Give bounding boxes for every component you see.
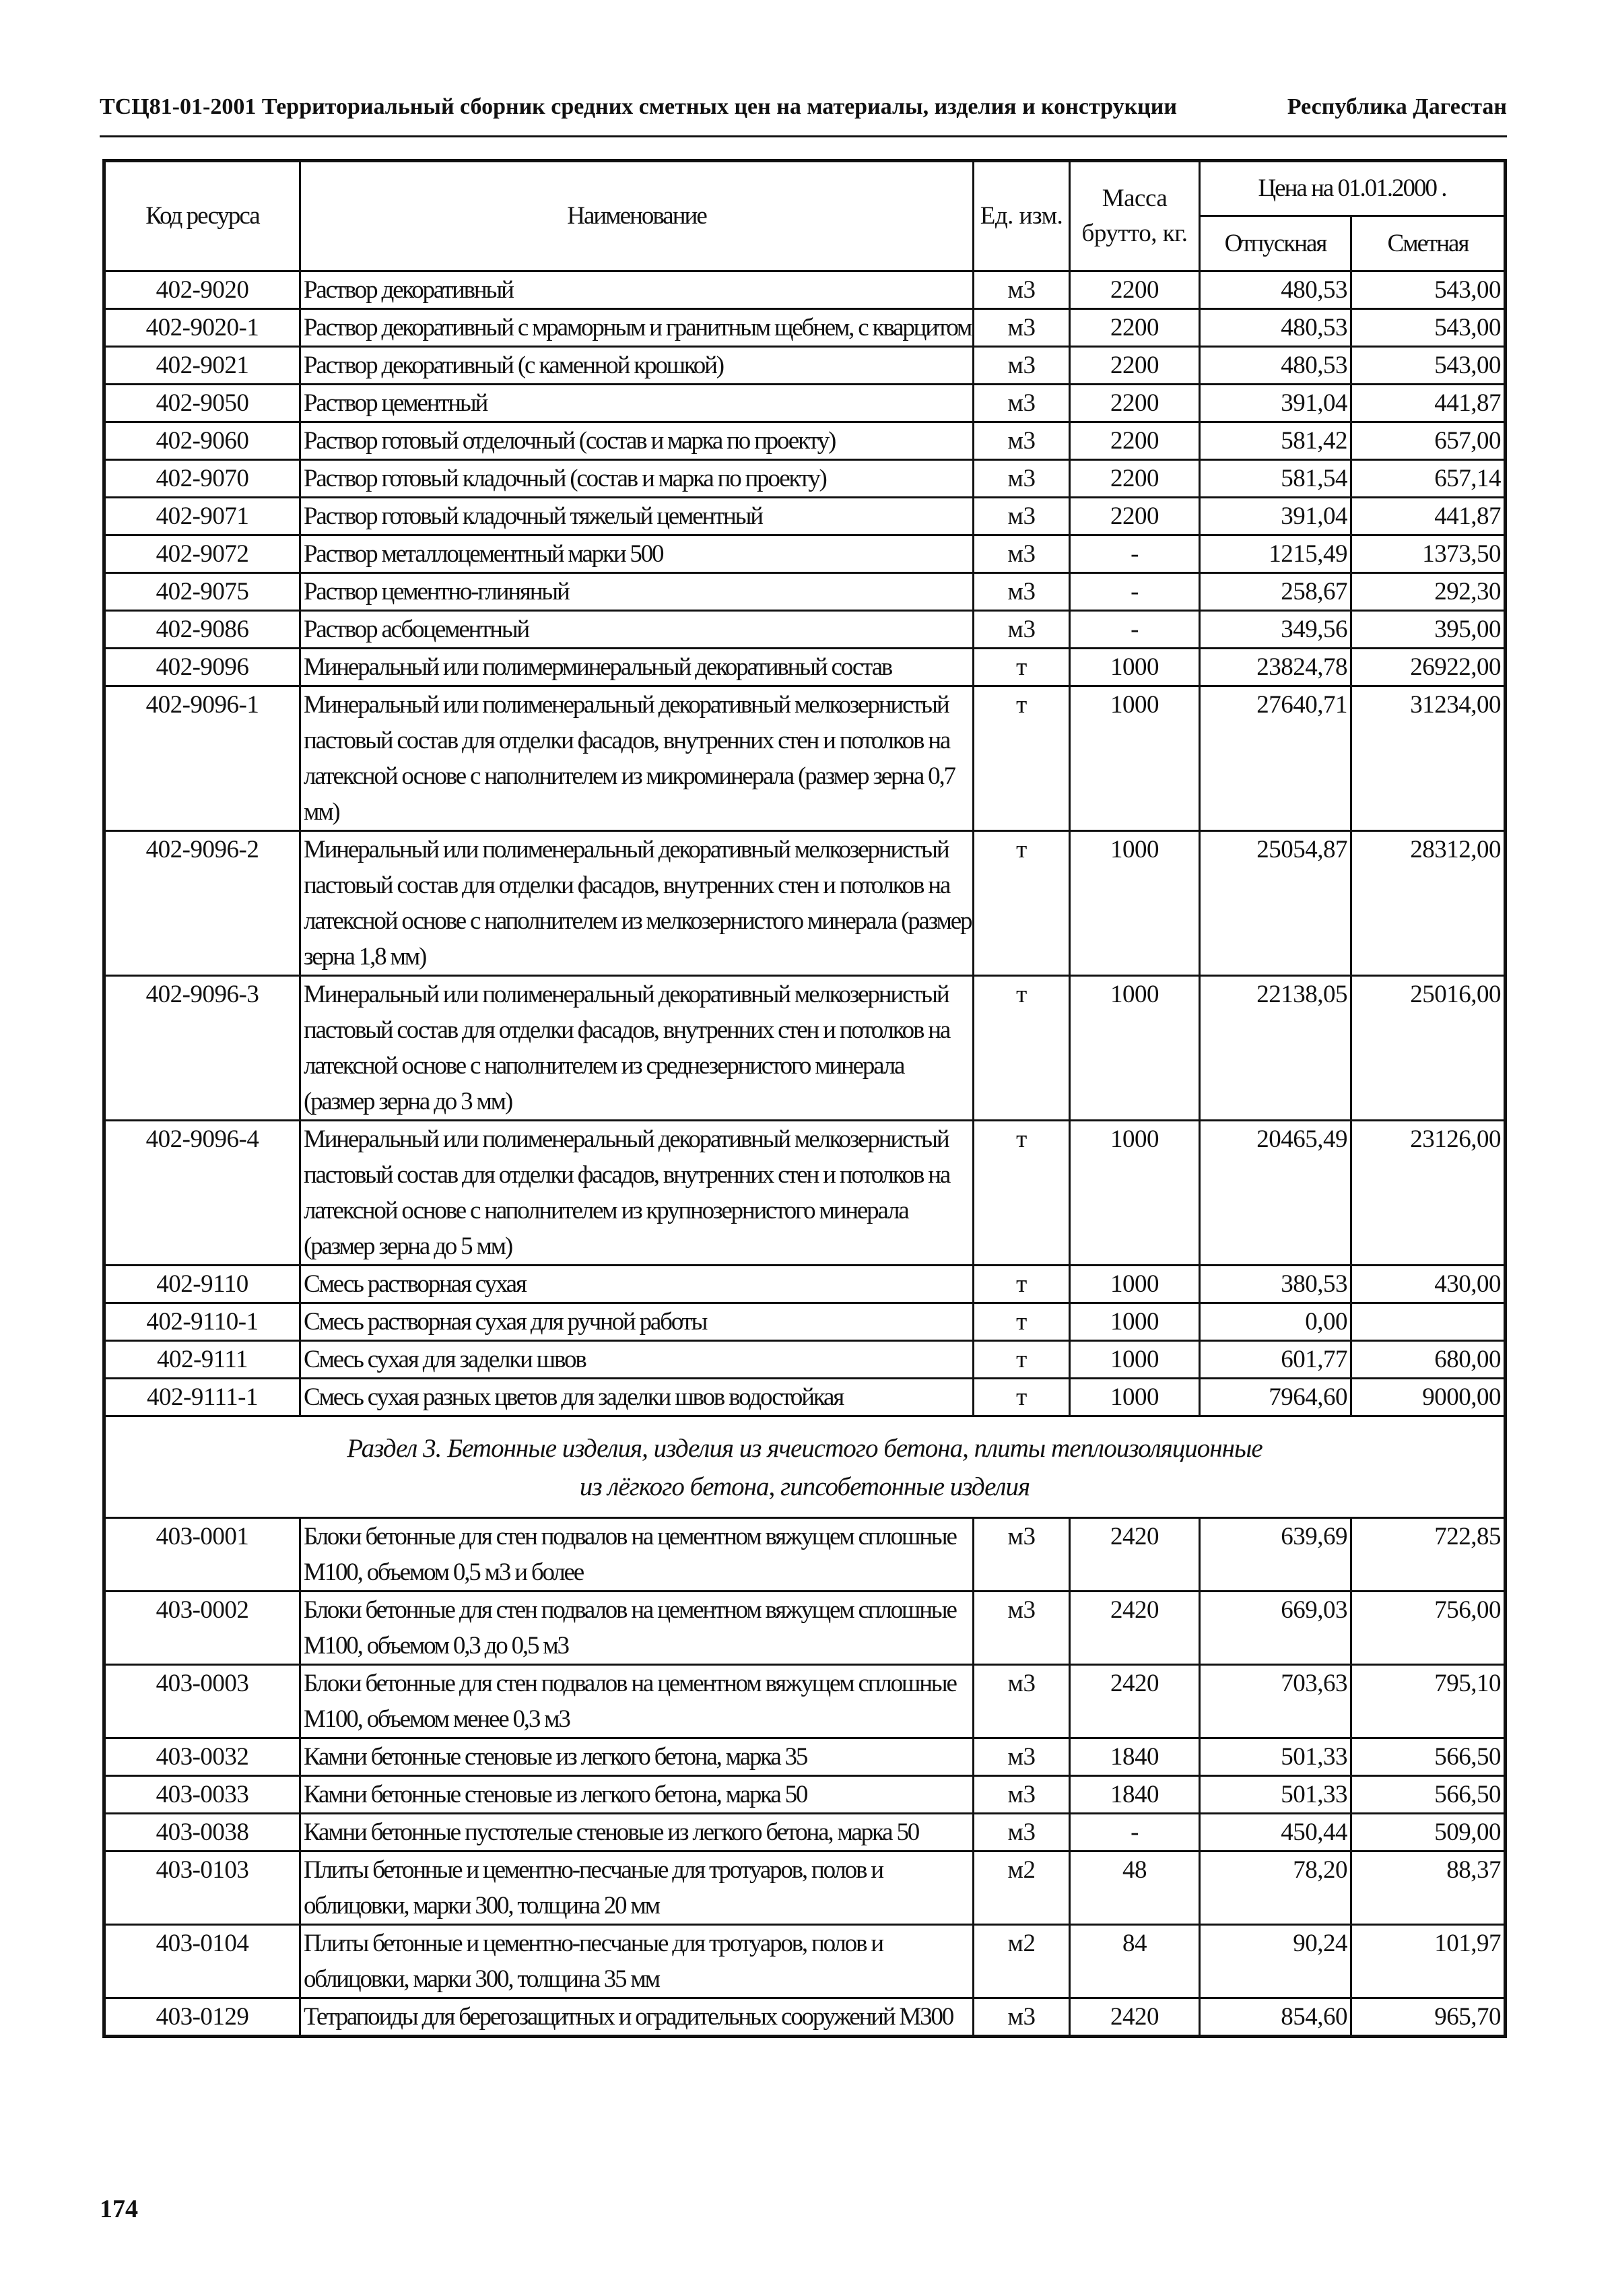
mass-cell: 1000 bbox=[1070, 686, 1200, 831]
estimate-price-cell: 26922,00 bbox=[1351, 649, 1506, 686]
release-price-cell: 480,53 bbox=[1200, 347, 1351, 385]
estimate-price-cell: 292,30 bbox=[1351, 573, 1506, 611]
unit-cell: т bbox=[974, 1121, 1070, 1266]
estimate-price-cell: 756,00 bbox=[1351, 1592, 1506, 1665]
table-row bbox=[104, 1851, 1506, 1925]
section-heading bbox=[104, 1416, 1506, 1518]
mass-cell: 1000 bbox=[1070, 831, 1200, 976]
release-price-cell: 391,04 bbox=[1200, 498, 1351, 535]
release-price-cell: 20465,49 bbox=[1200, 1121, 1351, 1266]
resource-code-cell: 403-0038 bbox=[104, 1814, 300, 1851]
unit-cell: м3 bbox=[974, 498, 1070, 535]
resource-name-cell: Раствор декоративный (с каменной крошкой) bbox=[300, 347, 974, 385]
unit-cell: м2 bbox=[974, 1851, 1070, 1925]
resource-code-cell: 402-9070 bbox=[104, 460, 300, 498]
table-row bbox=[104, 1266, 1506, 1303]
mass-cell: 1000 bbox=[1070, 649, 1200, 686]
estimate-price-cell: 88,37 bbox=[1351, 1851, 1506, 1925]
release-price-cell: 90,24 bbox=[1200, 1925, 1351, 1998]
unit-cell: т bbox=[974, 976, 1070, 1121]
resource-code-cell: 402-9096-4 bbox=[104, 1121, 300, 1266]
resource-code-cell: 402-9075 bbox=[104, 573, 300, 611]
estimate-price-cell: 657,14 bbox=[1351, 460, 1506, 498]
resource-code-cell: 402-9096 bbox=[104, 649, 300, 686]
table-row bbox=[104, 535, 1506, 573]
resource-name-cell: Раствор готовый отделочный (состав и марка по проекту) bbox=[300, 422, 974, 460]
mass-cell: 2420 bbox=[1070, 1665, 1200, 1738]
table-row bbox=[104, 831, 1506, 976]
resource-name-cell: Минеральный или полименеральный декоративный мелкозернистый пастовый состав для отделки фасадов, внутренних стен и потолков на латексной основе с наполнителем из среднезернистого минерала (размер зерна до 3 мм) bbox=[300, 976, 974, 1121]
estimate-price-cell: 25016,00 bbox=[1351, 976, 1506, 1121]
resource-code-cell: 402-9096-3 bbox=[104, 976, 300, 1121]
table-row bbox=[104, 498, 1506, 535]
mass-cell: - bbox=[1070, 573, 1200, 611]
section-block bbox=[104, 1416, 1506, 1518]
resource-name-cell: Минеральный или полимерминеральный декоративный состав bbox=[300, 649, 974, 686]
mass-cell: 1000 bbox=[1070, 1303, 1200, 1341]
resource-code-cell: 402-9060 bbox=[104, 422, 300, 460]
estimate-price-cell: 680,00 bbox=[1351, 1341, 1506, 1379]
estimate-price-cell: 566,50 bbox=[1351, 1776, 1506, 1814]
mass-cell: 1000 bbox=[1070, 1121, 1200, 1266]
estimate-price-cell: 543,00 bbox=[1351, 271, 1506, 309]
estimate-price-cell: 543,00 bbox=[1351, 309, 1506, 347]
release-price-cell: 501,33 bbox=[1200, 1738, 1351, 1776]
resource-name-cell: Смесь сухая для заделки швов bbox=[300, 1341, 974, 1379]
release-price-cell: 22138,05 bbox=[1200, 976, 1351, 1121]
table-row bbox=[104, 1925, 1506, 1998]
resource-name-cell: Смесь сухая разных цветов для заделки швов водостойкая bbox=[300, 1379, 974, 1416]
header-title: ТСЦ81-01-2001 Территориальный сборник средних сметных цен на материалы, изделия и конструкции bbox=[100, 94, 1177, 119]
resource-code-cell: 402-9086 bbox=[104, 611, 300, 649]
estimate-price-cell: 395,00 bbox=[1351, 611, 1506, 649]
page-number: 174 bbox=[100, 2195, 138, 2223]
mass-cell: - bbox=[1070, 1814, 1200, 1851]
table-row bbox=[104, 611, 1506, 649]
resource-code-cell: 403-0003 bbox=[104, 1665, 300, 1738]
mass-cell: 84 bbox=[1070, 1925, 1200, 1998]
unit-cell: м3 bbox=[974, 1998, 1070, 2037]
resource-code-cell: 402-9071 bbox=[104, 498, 300, 535]
resource-name-cell: Плиты бетонные и цементно-песчаные для тротуаров, полов и облицовки, марки 300, толщина 20 мм bbox=[300, 1851, 974, 1925]
estimate-price-cell bbox=[1351, 1303, 1506, 1341]
unit-cell: м3 bbox=[974, 1738, 1070, 1776]
resource-code-cell: 402-9111-1 bbox=[104, 1379, 300, 1416]
col-estimate-header: Сметная bbox=[1351, 216, 1506, 271]
table-row bbox=[104, 1776, 1506, 1814]
release-price-cell: 380,53 bbox=[1200, 1266, 1351, 1303]
resource-name-cell: Раствор готовый кладочный (состав и марка по проекту) bbox=[300, 460, 974, 498]
table-row bbox=[104, 1341, 1506, 1379]
release-price-cell: 501,33 bbox=[1200, 1776, 1351, 1814]
unit-cell: м2 bbox=[974, 1925, 1070, 1998]
resource-code-cell: 403-0033 bbox=[104, 1776, 300, 1814]
release-price-cell: 703,63 bbox=[1200, 1665, 1351, 1738]
release-price-cell: 391,04 bbox=[1200, 385, 1351, 422]
estimate-price-cell: 566,50 bbox=[1351, 1738, 1506, 1776]
release-price-cell: 581,42 bbox=[1200, 422, 1351, 460]
unit-cell: т bbox=[974, 649, 1070, 686]
table-row bbox=[104, 976, 1506, 1121]
mass-cell: 2420 bbox=[1070, 1998, 1200, 2037]
header-region: Республика Дагестан bbox=[1287, 94, 1507, 119]
resource-code-cell: 403-0002 bbox=[104, 1592, 300, 1665]
mass-cell: - bbox=[1070, 611, 1200, 649]
release-price-cell: 480,53 bbox=[1200, 309, 1351, 347]
release-price-cell: 854,60 bbox=[1200, 1998, 1351, 2037]
col-unit-header: Ед. изм. bbox=[974, 161, 1070, 271]
unit-cell: м3 bbox=[974, 1814, 1070, 1851]
section-line-2: из лёгкого бетона, гипсобетонные изделия bbox=[579, 1472, 1030, 1501]
estimate-price-cell: 543,00 bbox=[1351, 347, 1506, 385]
running-header bbox=[100, 94, 1507, 132]
table-row bbox=[104, 422, 1506, 460]
unit-cell: м3 bbox=[974, 573, 1070, 611]
resource-code-cell: 402-9096-2 bbox=[104, 831, 300, 976]
mass-cell: 48 bbox=[1070, 1851, 1200, 1925]
resource-code-cell: 402-9050 bbox=[104, 385, 300, 422]
release-price-cell: 349,56 bbox=[1200, 611, 1351, 649]
table-row bbox=[104, 347, 1506, 385]
unit-cell: м3 bbox=[974, 385, 1070, 422]
release-price-cell: 7964,60 bbox=[1200, 1379, 1351, 1416]
mass-cell: 2200 bbox=[1070, 347, 1200, 385]
estimate-price-cell: 23126,00 bbox=[1351, 1121, 1506, 1266]
estimate-price-cell: 965,70 bbox=[1351, 1998, 1506, 2037]
resource-code-cell: 403-0103 bbox=[104, 1851, 300, 1925]
resource-name-cell: Минеральный или полименеральный декоративный мелкозернистый пастовый состав для отделки фасадов, внутренних стен и потолков на латексной основе с наполнителем из микроминерала (размер зерна 0,7 мм) bbox=[300, 686, 974, 831]
resource-name-cell: Смесь растворная сухая bbox=[300, 1266, 974, 1303]
resource-code-cell: 402-9072 bbox=[104, 535, 300, 573]
resource-code-cell: 402-9110-1 bbox=[104, 1303, 300, 1341]
resource-name-cell: Раствор асбоцементный bbox=[300, 611, 974, 649]
resource-code-cell: 403-0032 bbox=[104, 1738, 300, 1776]
mass-cell: 1000 bbox=[1070, 1341, 1200, 1379]
mass-cell: 2420 bbox=[1070, 1518, 1200, 1592]
resource-name-cell: Раствор готовый кладочный тяжелый цементный bbox=[300, 498, 974, 535]
col-name-header: Наименование bbox=[300, 161, 974, 271]
mass-cell: 2200 bbox=[1070, 498, 1200, 535]
unit-cell: м3 bbox=[974, 1665, 1070, 1738]
col-release-header: Отпускная bbox=[1200, 216, 1351, 271]
col-price-group-header: Цена на 01.01.2000 . bbox=[1200, 161, 1506, 216]
resource-code-cell: 402-9020-1 bbox=[104, 309, 300, 347]
mass-cell: - bbox=[1070, 535, 1200, 573]
table-row bbox=[104, 686, 1506, 831]
unit-cell: т bbox=[974, 1379, 1070, 1416]
table-row bbox=[104, 1738, 1506, 1776]
unit-cell: т bbox=[974, 1266, 1070, 1303]
resource-code-cell: 403-0129 bbox=[104, 1998, 300, 2037]
mass-cell: 1840 bbox=[1070, 1738, 1200, 1776]
mass-cell: 2200 bbox=[1070, 271, 1200, 309]
resource-name-cell: Камни бетонные стеновые из легкого бетона, марка 35 bbox=[300, 1738, 974, 1776]
resource-name-cell: Раствор декоративный с мраморным и гранитным щебнем, с кварцитом bbox=[300, 309, 974, 347]
section-line-1: Раздел 3. Бетонные изделия, изделия из ячеистого бетона, плиты теплоизоляционные bbox=[347, 1434, 1262, 1463]
mass-cell: 2200 bbox=[1070, 460, 1200, 498]
estimate-price-cell: 430,00 bbox=[1351, 1266, 1506, 1303]
mass-cell: 2200 bbox=[1070, 422, 1200, 460]
unit-cell: м3 bbox=[974, 1592, 1070, 1665]
resource-name-cell: Камни бетонные пустотелые стеновые из легкого бетона, марка 50 bbox=[300, 1814, 974, 1851]
estimate-price-cell: 31234,00 bbox=[1351, 686, 1506, 831]
mass-cell: 2200 bbox=[1070, 309, 1200, 347]
resource-name-cell: Раствор цементный bbox=[300, 385, 974, 422]
resource-name-cell: Раствор металлоцементный марки 500 bbox=[300, 535, 974, 573]
unit-cell: м3 bbox=[974, 347, 1070, 385]
resource-code-cell: 402-9021 bbox=[104, 347, 300, 385]
table-row bbox=[104, 1379, 1506, 1416]
table-row bbox=[104, 1665, 1506, 1738]
estimate-price-cell: 795,10 bbox=[1351, 1665, 1506, 1738]
mass-cell: 1000 bbox=[1070, 1266, 1200, 1303]
estimate-price-cell: 441,87 bbox=[1351, 385, 1506, 422]
resource-name-cell: Плиты бетонные и цементно-песчаные для тротуаров, полов и облицовки, марки 300, толщина 35 мм bbox=[300, 1925, 974, 1998]
col-mass-header: Масса брутто, кг. bbox=[1070, 161, 1200, 271]
unit-cell: м3 bbox=[974, 535, 1070, 573]
mass-cell: 1840 bbox=[1070, 1776, 1200, 1814]
resource-name-cell: Минеральный или полименеральный декоративный мелкозернистый пастовый состав для отделки фасадов, внутренних стен и потолков на латексной основе с наполнителем из крупнозернистого минерала (размер зерна до 5 мм) bbox=[300, 1121, 974, 1266]
resource-name-cell: Смесь растворная сухая для ручной работы bbox=[300, 1303, 974, 1341]
resource-name-cell: Блоки бетонные для стен подвалов на цементном вяжущем сплошные М100, объемом 0,5 м3 и более bbox=[300, 1518, 974, 1592]
unit-cell: м3 bbox=[974, 422, 1070, 460]
unit-cell: м3 bbox=[974, 460, 1070, 498]
estimate-price-cell: 722,85 bbox=[1351, 1518, 1506, 1592]
release-price-cell: 23824,78 bbox=[1200, 649, 1351, 686]
release-price-cell: 639,69 bbox=[1200, 1518, 1351, 1592]
table-row bbox=[104, 385, 1506, 422]
release-price-cell: 258,67 bbox=[1200, 573, 1351, 611]
unit-cell: т bbox=[974, 1341, 1070, 1379]
resource-name-cell: Тетрапоиды для берегозащитных и оградительных сооружений М300 bbox=[300, 1998, 974, 2037]
unit-cell: м3 bbox=[974, 1776, 1070, 1814]
table-row bbox=[104, 460, 1506, 498]
col-code-header: Код ресурса bbox=[104, 161, 300, 271]
estimate-price-cell: 657,00 bbox=[1351, 422, 1506, 460]
table-row bbox=[104, 1998, 1506, 2037]
unit-cell: т bbox=[974, 686, 1070, 831]
release-price-cell: 669,03 bbox=[1200, 1592, 1351, 1665]
mass-cell: 2200 bbox=[1070, 385, 1200, 422]
table-row bbox=[104, 1303, 1506, 1341]
resource-code-cell: 402-9111 bbox=[104, 1341, 300, 1379]
estimate-price-cell: 9000,00 bbox=[1351, 1379, 1506, 1416]
resource-code-cell: 402-9110 bbox=[104, 1266, 300, 1303]
table-body-materials bbox=[104, 271, 1506, 1416]
estimate-price-cell: 1373,50 bbox=[1351, 535, 1506, 573]
table-row bbox=[104, 271, 1506, 309]
resource-name-cell: Камни бетонные стеновые из легкого бетона, марка 50 bbox=[300, 1776, 974, 1814]
resource-code-cell: 402-9096-1 bbox=[104, 686, 300, 831]
release-price-cell: 480,53 bbox=[1200, 271, 1351, 309]
unit-cell: м3 bbox=[974, 309, 1070, 347]
section-row bbox=[104, 1416, 1506, 1518]
price-table bbox=[102, 159, 1507, 2038]
mass-cell: 2420 bbox=[1070, 1592, 1200, 1665]
table-body-concrete bbox=[104, 1518, 1506, 2037]
resource-code-cell: 403-0001 bbox=[104, 1518, 300, 1592]
unit-cell: т bbox=[974, 831, 1070, 976]
release-price-cell: 601,77 bbox=[1200, 1341, 1351, 1379]
resource-code-cell: 402-9020 bbox=[104, 271, 300, 309]
resource-code-cell: 403-0104 bbox=[104, 1925, 300, 1998]
table-header bbox=[104, 161, 1506, 271]
estimate-price-cell: 509,00 bbox=[1351, 1814, 1506, 1851]
resource-name-cell: Блоки бетонные для стен подвалов на цементном вяжущем сплошные М100, объемом 0,3 до 0,5 м3 bbox=[300, 1592, 974, 1665]
release-price-cell: 27640,71 bbox=[1200, 686, 1351, 831]
unit-cell: м3 bbox=[974, 1518, 1070, 1592]
mass-cell: 1000 bbox=[1070, 976, 1200, 1121]
table-row bbox=[104, 309, 1506, 347]
estimate-price-cell: 101,97 bbox=[1351, 1925, 1506, 1998]
table-row bbox=[104, 573, 1506, 611]
resource-name-cell: Минеральный или полименеральный декоративный мелкозернистый пастовый состав для отделки фасадов, внутренних стен и потолков на латексной основе с наполнителем из мелкозернистого минерала (размер зерна 1,8 мм) bbox=[300, 831, 974, 976]
release-price-cell: 0,00 bbox=[1200, 1303, 1351, 1341]
release-price-cell: 581,54 bbox=[1200, 460, 1351, 498]
mass-cell: 1000 bbox=[1070, 1379, 1200, 1416]
table-row bbox=[104, 1592, 1506, 1665]
estimate-price-cell: 28312,00 bbox=[1351, 831, 1506, 976]
release-price-cell: 25054,87 bbox=[1200, 831, 1351, 976]
resource-name-cell: Блоки бетонные для стен подвалов на цементном вяжущем сплошные М100, объемом менее 0,3 м3 bbox=[300, 1665, 974, 1738]
table-row bbox=[104, 1121, 1506, 1266]
unit-cell: т bbox=[974, 1303, 1070, 1341]
table-row bbox=[104, 1814, 1506, 1851]
header-rule bbox=[100, 135, 1507, 137]
release-price-cell: 450,44 bbox=[1200, 1814, 1351, 1851]
estimate-price-cell: 441,87 bbox=[1351, 498, 1506, 535]
release-price-cell: 1215,49 bbox=[1200, 535, 1351, 573]
resource-name-cell: Раствор декоративный bbox=[300, 271, 974, 309]
unit-cell: м3 bbox=[974, 611, 1070, 649]
table-row bbox=[104, 649, 1506, 686]
resource-name-cell: Раствор цементно-глиняный bbox=[300, 573, 974, 611]
release-price-cell: 78,20 bbox=[1200, 1851, 1351, 1925]
unit-cell: м3 bbox=[974, 271, 1070, 309]
table-row bbox=[104, 1518, 1506, 1592]
